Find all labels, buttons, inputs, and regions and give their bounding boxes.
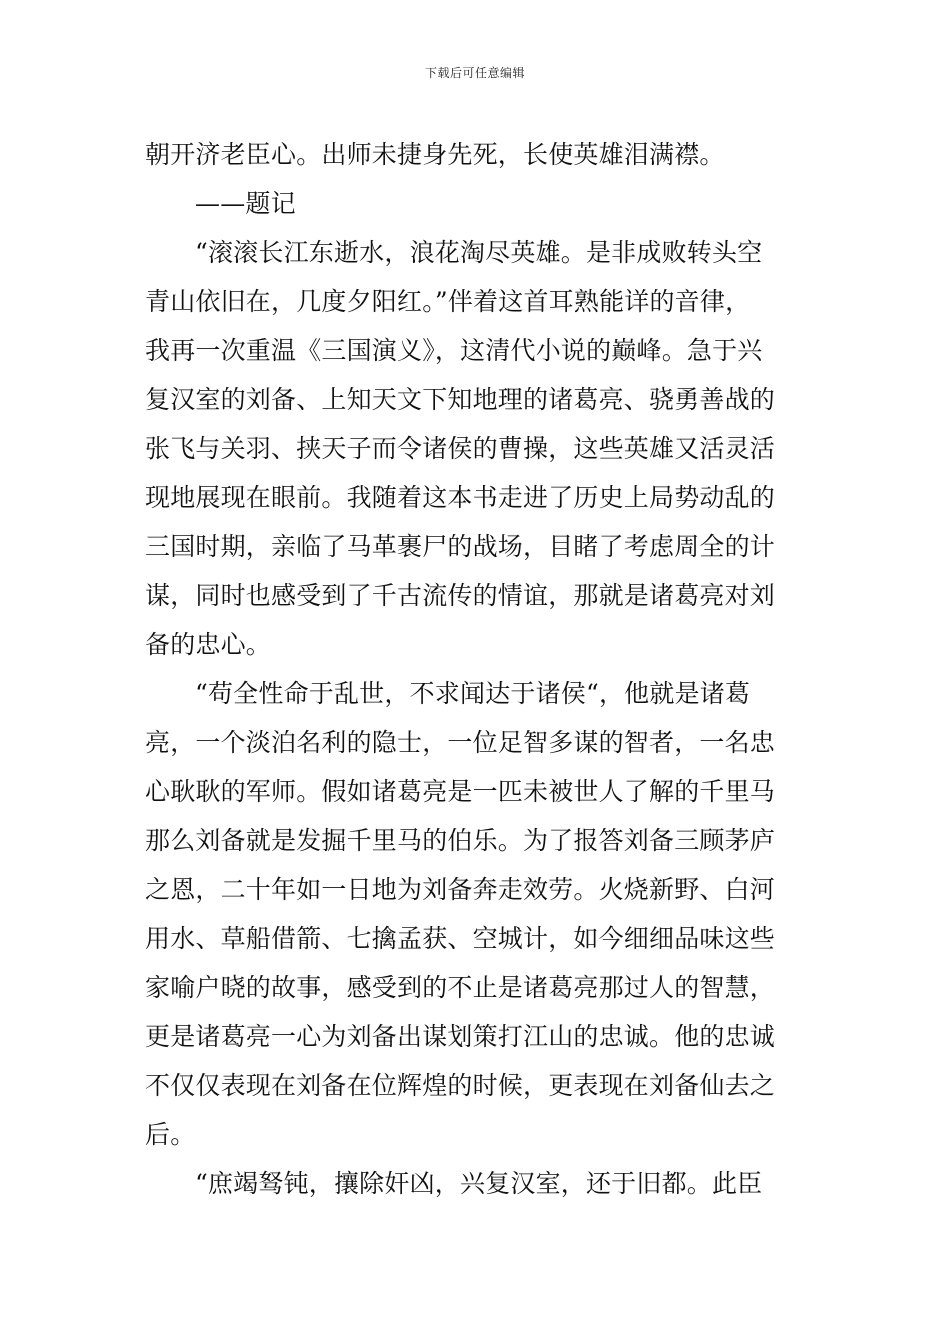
text-line: 现地展现在眼前。我随着这本书走进了历史上局势动乱的 xyxy=(145,483,776,512)
text-line: 心耿耿的军师。假如诸葛亮是一匹未被世人了解的千里马 xyxy=(145,777,776,806)
text-line: 三国时期，亲临了马革裹尸的战场，目睹了考虑周全的计 xyxy=(145,532,776,561)
text-line: 家喻户晓的故事，感受到的不止是诸葛亮那过人的智慧， xyxy=(145,973,776,1002)
document-body xyxy=(145,130,810,1208)
text-line: 更是诸葛亮一心为刘备出谋划策打江山的忠诚。他的忠诚 xyxy=(145,1022,776,1051)
text-line: ——题记 xyxy=(195,189,296,218)
text-line: 不仅仅表现在刘备在位辉煌的时候，更表现在刘备仙去之 xyxy=(145,1071,776,1100)
text-line: 我再一次重温《三国演义》，这清代小说的巅峰。急于兴 xyxy=(145,336,763,365)
text-line: 之恩，二十年如一日地为刘备奔走效劳。火烧新野、白河 xyxy=(145,875,776,904)
text-line: 复汉室的刘备、上知天文下知地理的诸葛亮、骁勇善战的 xyxy=(145,385,776,414)
text-line: 备的忠心。 xyxy=(145,630,272,659)
text-line: 谋，同时也感受到了千古流传的情谊，那就是诸葛亮对刘 xyxy=(145,581,776,610)
text-line: 朝开济老臣心。出师未捷身先死，长使英雄泪满襟。 xyxy=(145,140,725,169)
text-line: 亮，一个淡泊名利的隐士，一位足智多谋的智者，一名忠 xyxy=(145,728,776,757)
text-line: 用水、草船借箭、七擒孟获、空城计，如今细细品味这些 xyxy=(145,924,776,953)
text-line: 张飞与关羽、挟天子而令诸侯的曹操，这些英雄又活灵活 xyxy=(145,434,776,463)
text-line: “庶竭驽钝，攘除奸凶，兴复汉室，还于旧都。此臣 xyxy=(195,1169,763,1198)
page-header: 下载后可任意编辑 xyxy=(424,66,525,80)
text-line: “滚滚长江东逝水，浪花淘尽英雄。是非成败转头空 xyxy=(195,238,763,267)
text-line: 后。 xyxy=(145,1120,196,1149)
text-line: 那么刘备就是发掘千里马的伯乐。为了报答刘备三顾茅庐 xyxy=(145,826,776,855)
text-line: 青山依旧在，几度夕阳红。”伴着这首耳熟能详的音律， xyxy=(145,287,751,316)
text-line: “苟全性命于乱世，不求闻达于诸侯“，他就是诸葛 xyxy=(195,679,751,708)
